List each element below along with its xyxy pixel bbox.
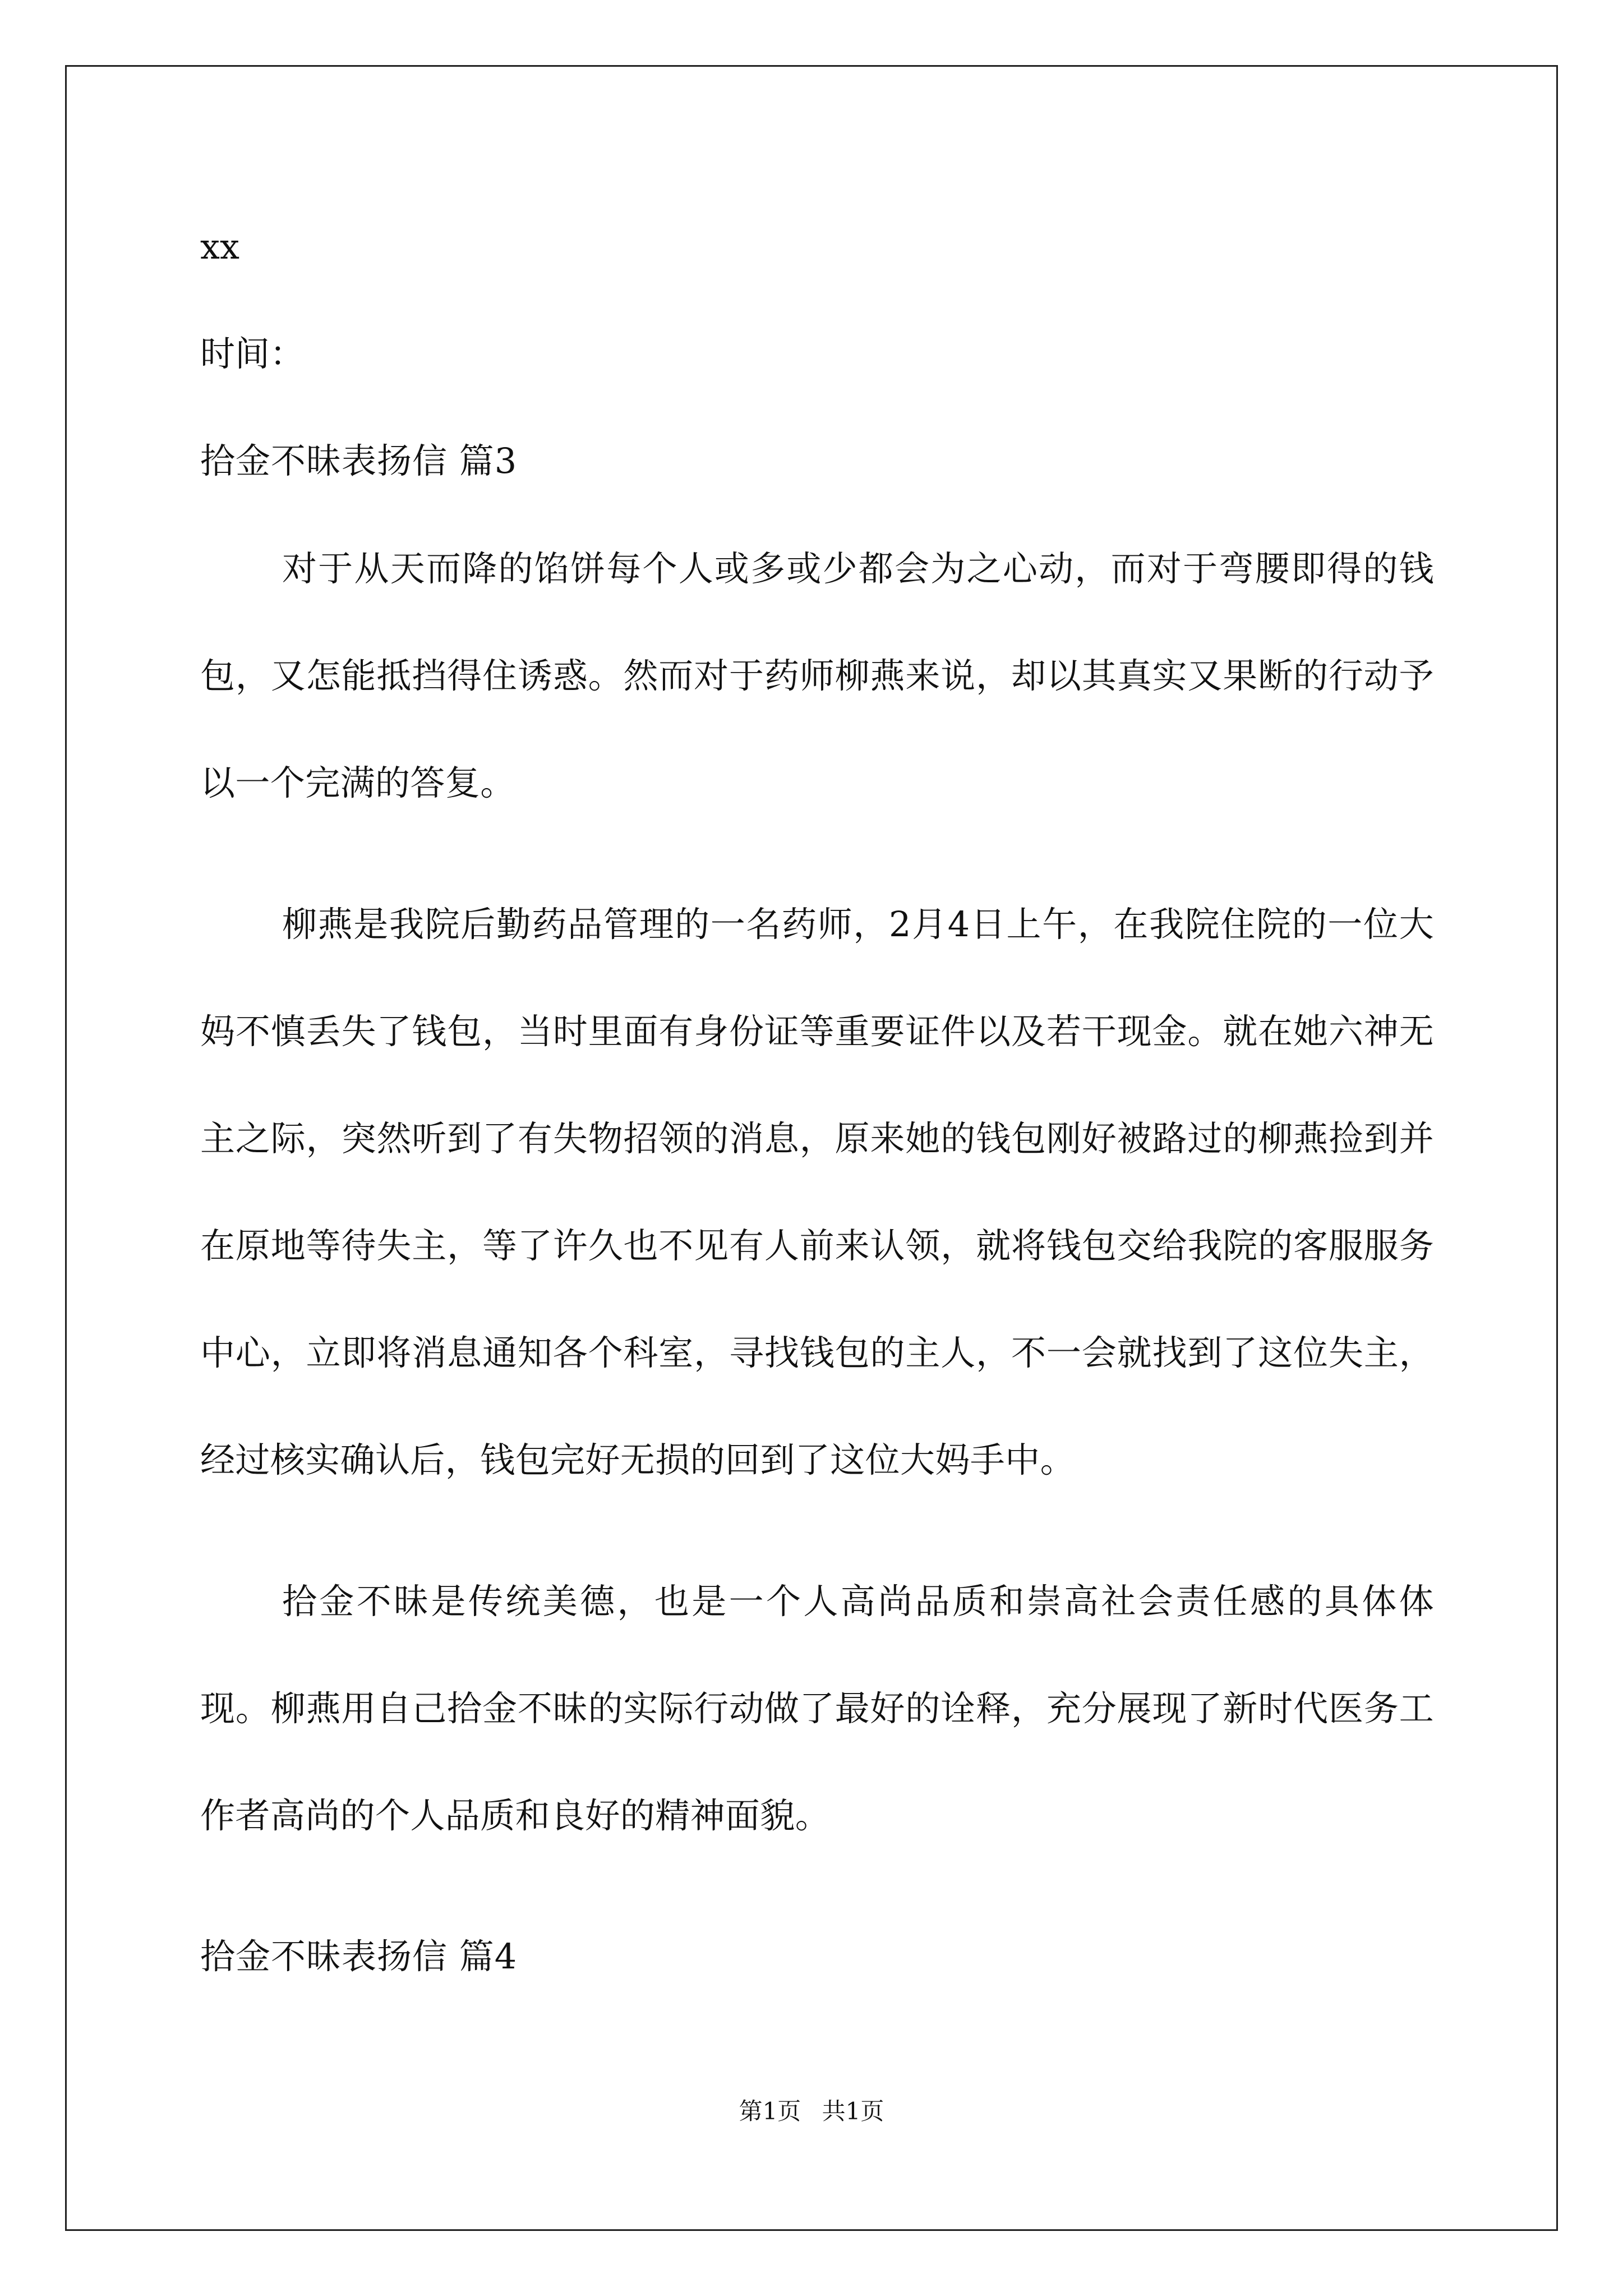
section-heading: 拾金不昧表扬信 篇3 bbox=[200, 440, 518, 481]
page-footer bbox=[0, 2098, 1623, 2125]
date-line: 时间： bbox=[200, 333, 305, 374]
body-paragraph: 对于从天而降的馅饼每个人或多或少都会为之心动，而对于弯腰即得的钱包，又怎能抵挡得住诱惑。然而对于药师柳燕来说，却以其真实又果断的行动予以一个完满的答复。 bbox=[200, 548, 1434, 803]
signature-line: xx bbox=[200, 226, 239, 267]
section-heading: 拾金不昧表扬信 篇4 bbox=[200, 1936, 518, 1977]
page-number: 第1页 bbox=[739, 2097, 801, 2125]
page-total: 共1页 bbox=[822, 2097, 884, 2125]
body-paragraph: 柳燕是我院后勤药品管理的一名药师，2月4日上午，在我院住院的一位大妈不慎丢失了钱包，当时里面有身份证等重要证件以及若干现金。就在她六神无主之际，突然听到了有失物招领的消息，原来她的钱包刚好被路过的柳燕捡到并在原地等待失主，等了许久也不见有人前来认领，就将钱包交给我院的客服服务中心，立即将消息通知各个科室，寻找钱包的主人，不一会就找到了这位失主，经过核实确认后，钱包完好无损的回到了这位大妈手中。 bbox=[200, 904, 1434, 1480]
document-body bbox=[200, 227, 1434, 2044]
body-paragraph: 拾金不昧是传统美德，也是一个人高尚品质和崇高社会责任感的具体体现。柳燕用自己拾金不昧的实际行动做了最好的诠释，充分展现了新时代医务工作者高尚的个人品质和良好的精神面貌。 bbox=[200, 1581, 1434, 1836]
